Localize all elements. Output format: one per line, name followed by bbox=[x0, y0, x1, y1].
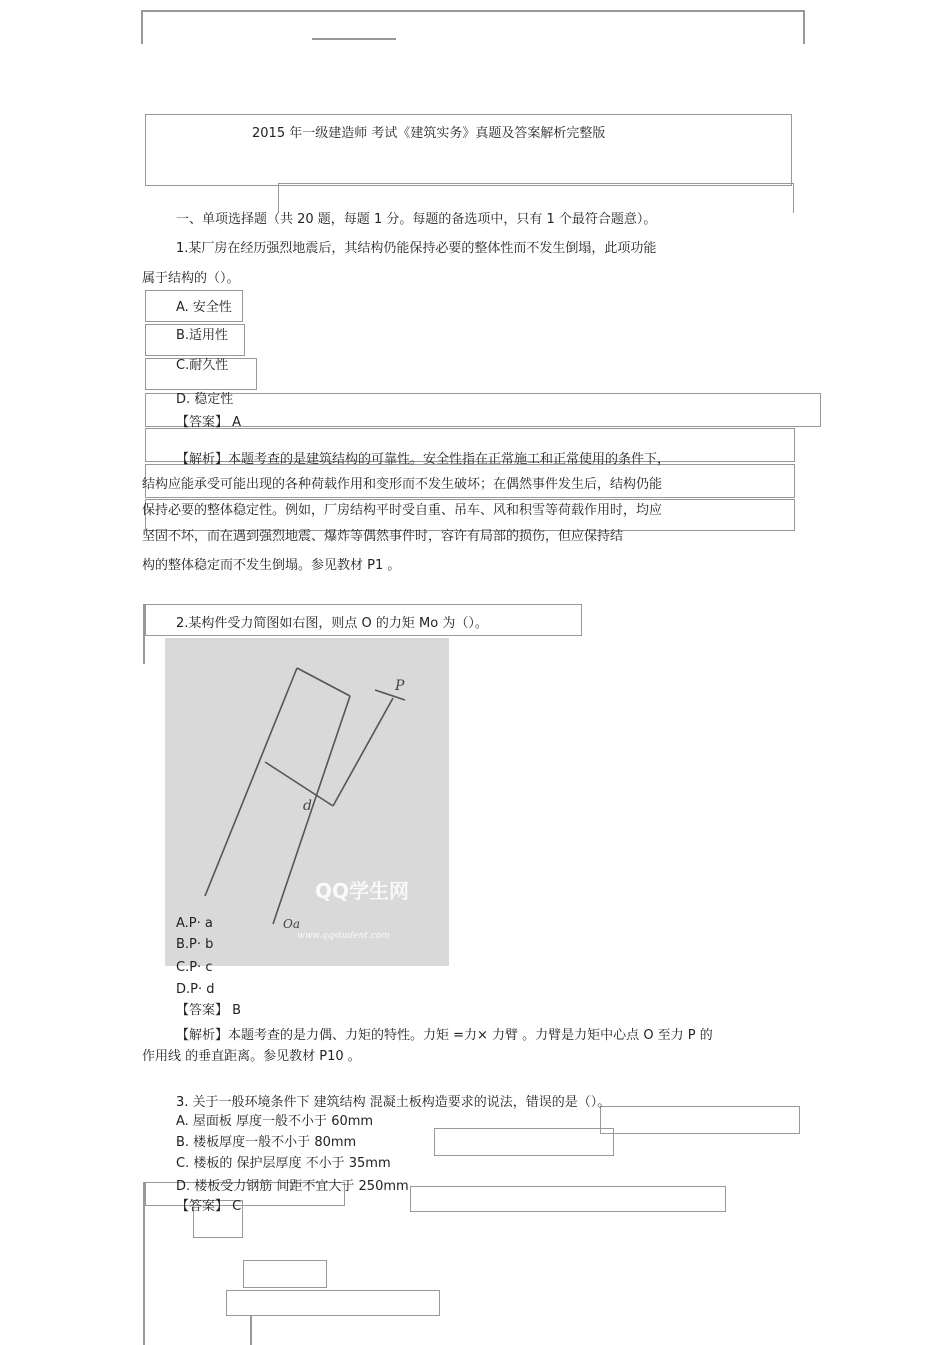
q1-analysis-line3: 保持必要的整体稳定性。例如，厂房结构平时受自重、吊车、风和积雪等荷载作用时，均应 bbox=[142, 503, 663, 518]
member-left-edge bbox=[205, 668, 297, 896]
answer-frame bbox=[145, 393, 821, 427]
title-frame bbox=[145, 114, 792, 186]
q2-stem: 2.某构件受力简图如右图，则点 O 的力矩 Mo 为（）。 bbox=[176, 616, 488, 631]
label-p: P bbox=[395, 678, 405, 694]
q1-analysis-line4: 坚固不坏，而在遇到强烈地震、爆炸等偶然事件时，容许有局部的损伤，但应保持结 bbox=[142, 529, 624, 544]
q3-option-a: A. 屋面板 厚度一般不小于 60mm bbox=[176, 1114, 374, 1129]
q2-left-rule bbox=[143, 604, 145, 664]
q1-option-a: A. 安全性 bbox=[176, 300, 232, 315]
q2-analysis-line2: 作用线 的垂直距离。参见教材 P10 。 bbox=[142, 1049, 361, 1064]
section-heading: 一、单项选择题（共 20 题，每题 1 分。每题的备选项中，只有 1 个最符合题意）。 bbox=[176, 212, 657, 227]
q3-frame-low bbox=[410, 1186, 726, 1212]
q1-stem-line1: 1.某厂房在经历强烈地震后，其结构仍能保持必要的整体性而不发生倒塌，此项功能 bbox=[176, 241, 657, 256]
q2-option-c: C.P· c bbox=[176, 960, 213, 975]
bottom-frame-1 bbox=[243, 1260, 327, 1288]
q3-frame-right bbox=[600, 1106, 800, 1134]
q1-option-c: C.耐久性 bbox=[176, 358, 229, 373]
q1-analysis-line2: 结构应能承受可能出现的各种荷载作用和变形而不发生破坏；在偶然事件发生后，结构仍能 bbox=[142, 477, 663, 492]
member-top-edge bbox=[297, 668, 350, 696]
section-frame bbox=[278, 183, 794, 213]
bottom-rule bbox=[250, 1316, 252, 1345]
q2-option-b: B.P· b bbox=[176, 937, 214, 952]
force-line bbox=[333, 698, 393, 806]
bottom-frame-2 bbox=[226, 1290, 440, 1316]
top-rule bbox=[141, 10, 805, 12]
figure-watermark: QQ学生网 bbox=[315, 879, 410, 903]
label-d: d bbox=[303, 798, 312, 814]
q1-option-b: B.适用性 bbox=[176, 328, 229, 343]
top-left-tick bbox=[141, 10, 143, 44]
page-title: 2015 年一级建造师 考试《建筑实务》真题及答案解析完整版 bbox=[252, 126, 606, 141]
label-o: Oa bbox=[283, 917, 300, 931]
q2-option-a: A.P· a bbox=[176, 916, 213, 931]
figure-url: www.qqstudent.com bbox=[297, 931, 390, 941]
q2-answer: 【答案】 B bbox=[176, 1003, 242, 1018]
q3-frame-mid bbox=[434, 1128, 614, 1156]
q3-stem: 3. 关于一般环境条件下 建筑结构 混凝土板构造要求的说法，错误的是（）。 bbox=[176, 1095, 611, 1110]
q1-option-d: D. 稳定性 bbox=[176, 392, 234, 407]
top-short-rule bbox=[312, 38, 396, 40]
q3-option-c: C. 楼板的 保护层厚度 不小于 35mm bbox=[176, 1156, 391, 1171]
q3-left-rule bbox=[143, 1182, 145, 1345]
top-right-tick bbox=[803, 10, 805, 44]
q2-analysis-line1: 【解析】本题考查的是力偶、力矩的特性。力矩 =力× 力臂 。力臂是力矩中心点 O 至力 P 的 bbox=[176, 1028, 713, 1043]
q3-option-b: B. 楼板厚度一般不小于 80mm bbox=[176, 1135, 357, 1150]
q1-stem-line2: 属于结构的（）。 bbox=[142, 271, 240, 286]
q2-option-d: D.P· d bbox=[176, 982, 215, 997]
q3-answer: 【答案】 C bbox=[176, 1199, 242, 1214]
q1-analysis-line5: 构的整体稳定而不发生倒塌。参见教材 P1 。 bbox=[142, 558, 401, 573]
dimension-line bbox=[265, 762, 333, 806]
q3-option-d: D. 楼板受力钢筋 间距不宜大于 250mm bbox=[176, 1179, 409, 1194]
q1-answer: 【答案】 A bbox=[176, 415, 242, 430]
q1-analysis-line1: 【解析】本题考查的是建筑结构的可靠性。安全性指在正常施工和正常使用的条件下， bbox=[176, 452, 671, 467]
